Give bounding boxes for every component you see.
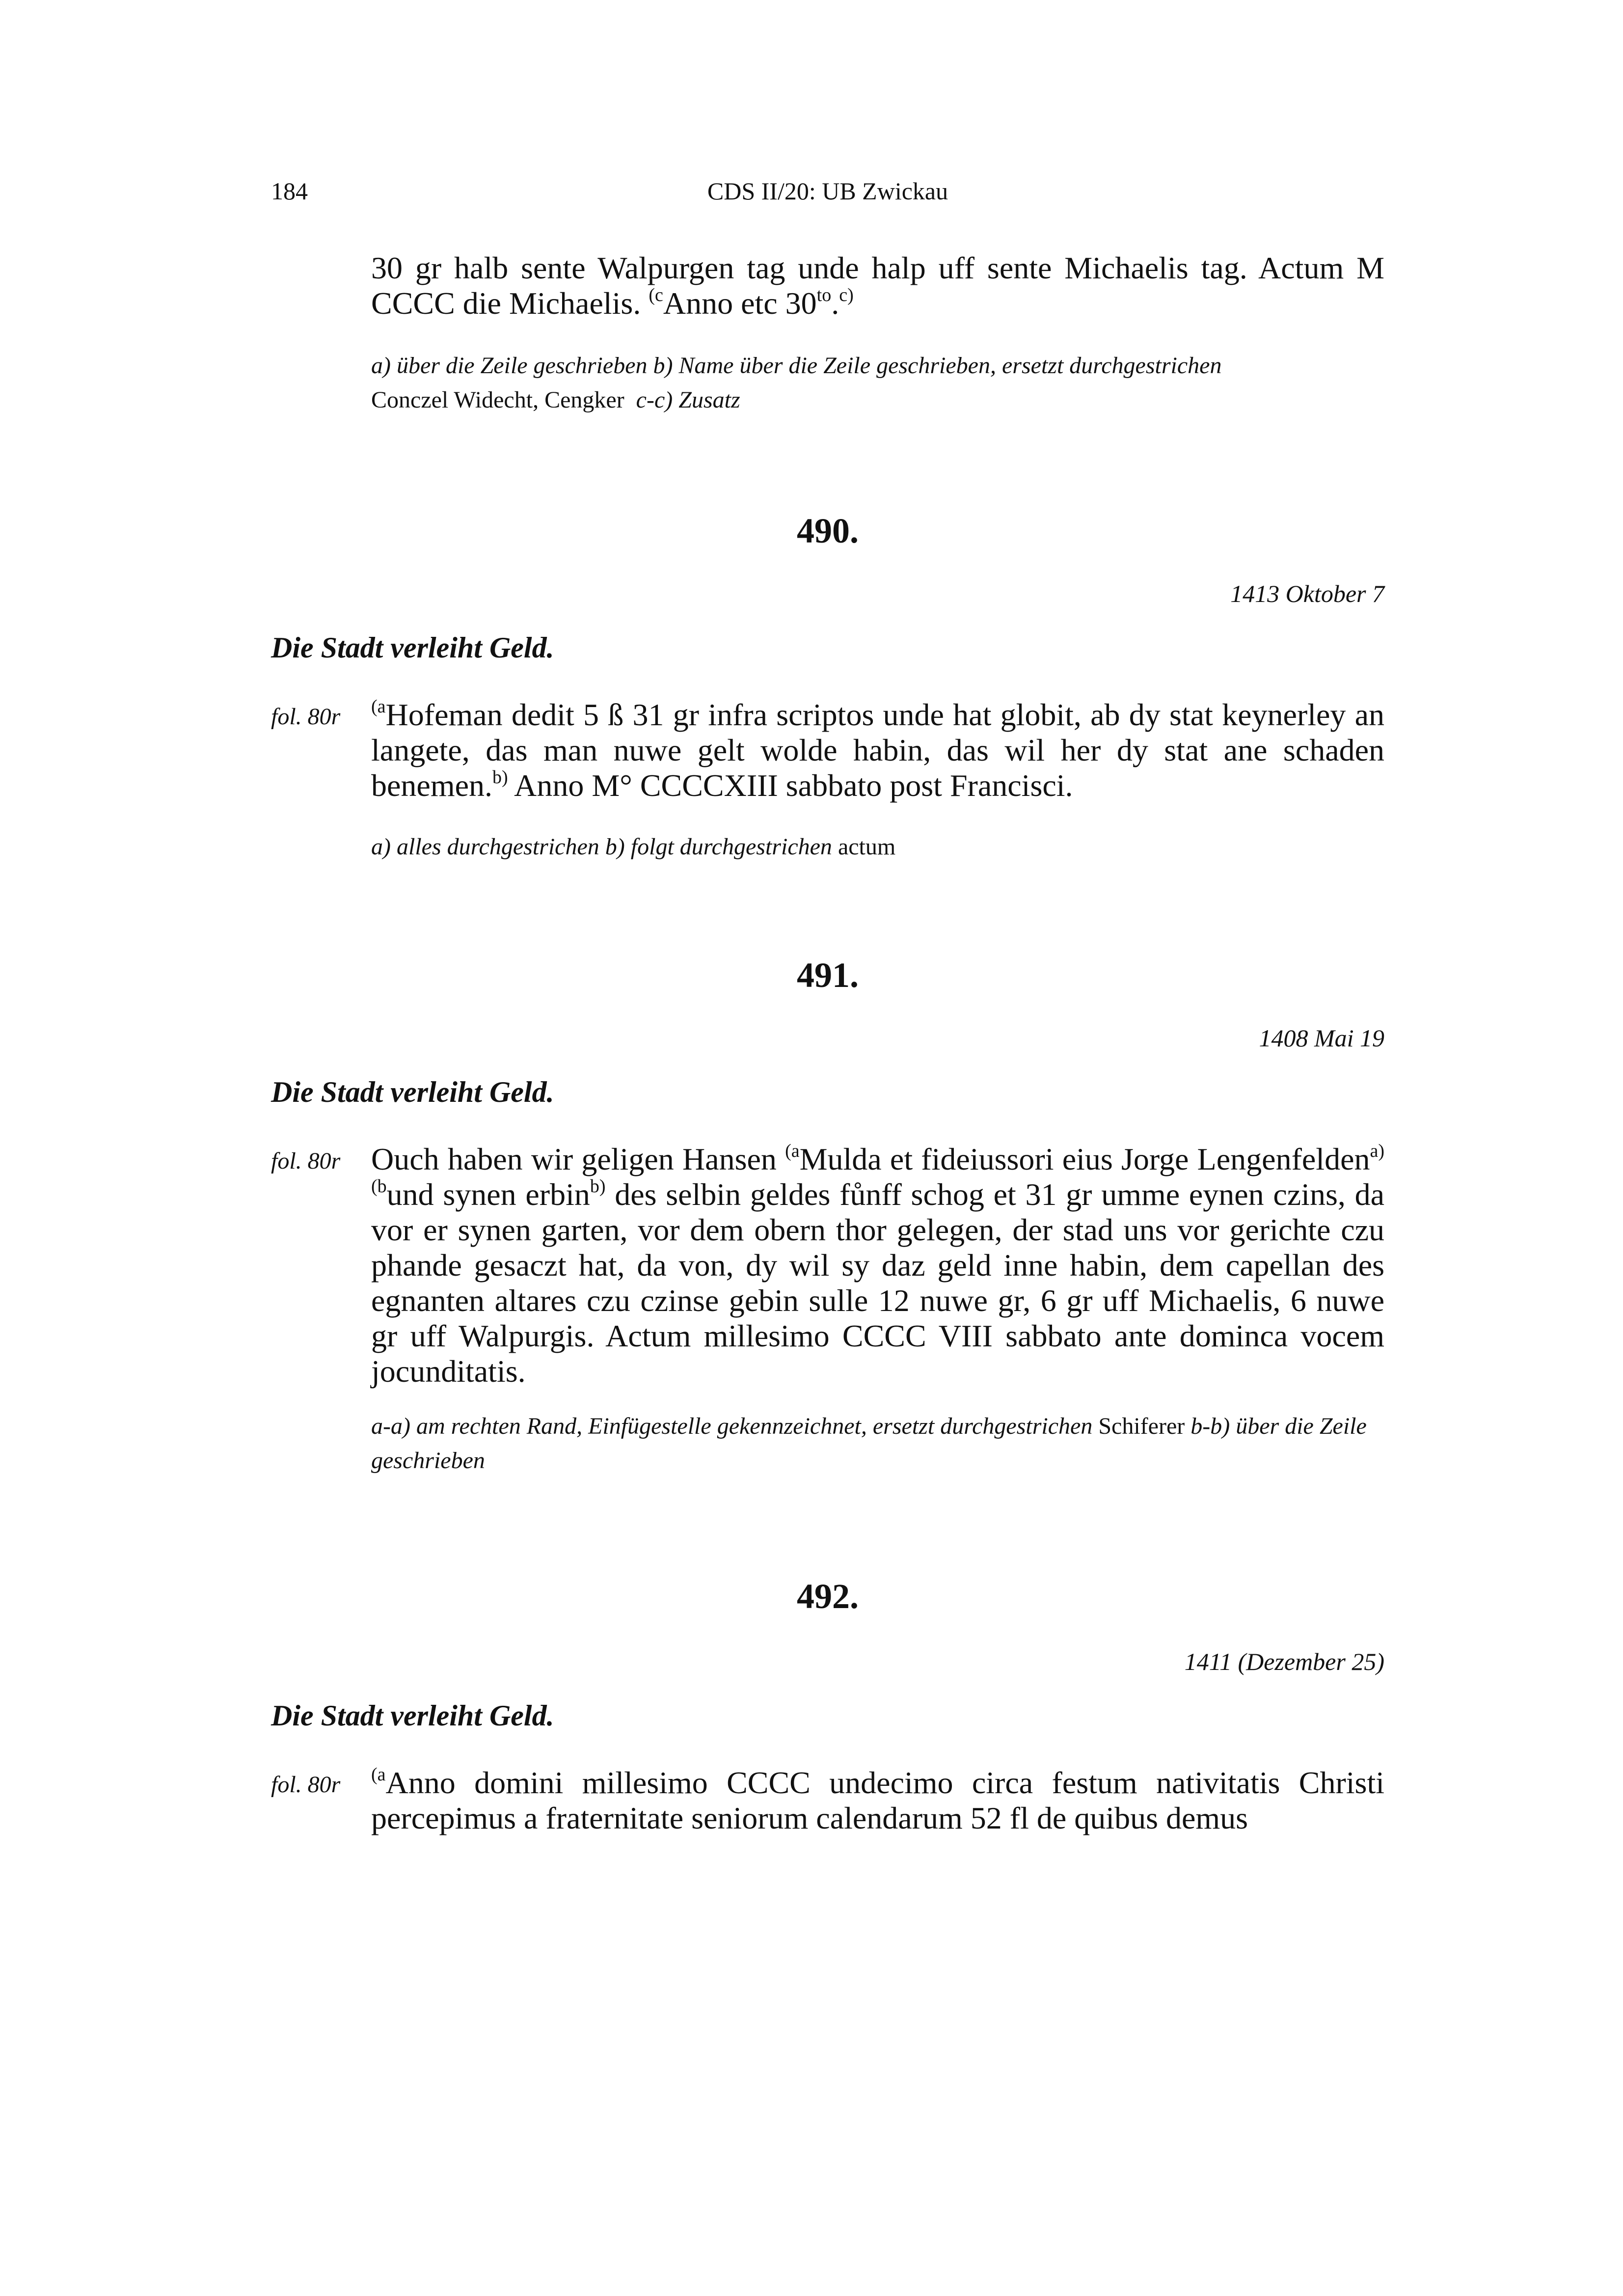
doc-490-folio: fol. 80r [271, 704, 341, 730]
doc-490-text: $^{(a}$Hofeman dedit 5 ß 31 gr infra scriptos unde hat globit, ab dy stat keynerley an langete, das man nuwe gelt wolde habin, das wil her dy stat ane schaden benemen.$^{b)}$ Anno M° CCCCXIII sabbato post Francisci. [371, 696, 1384, 803]
doc-490-regest: Die Stadt verleiht Geld. [271, 631, 554, 664]
doc-491-number: 491. [797, 956, 859, 995]
continuation-text: 30 gr halb sente Walpurgen tag unde halp uff sente Michaelis tag. Actum M CCCC die Michaelis. $^{(c}$Anno etc $30^{to}.^{c)}$ [371, 250, 1384, 321]
continuation-footnotes: a) über die Zeile geschrieben b) Name über die Zeile geschrieben, ersetzt durchgestrichen Conczel Widecht, Cengker c-c) Zusatz [371, 353, 1222, 413]
doc-491-folio: fol. 80r [271, 1148, 341, 1174]
doc-491-date: 1408 Mai 19 [1259, 1024, 1384, 1052]
running-title: CDS II/20: UB Zwickau [707, 177, 948, 205]
doc-492-number: 492. [797, 1577, 859, 1616]
page-header [271, 177, 1384, 216]
doc-492-text: $^{(a}$Anno domini millesimo CCCC undecimo circa festum nativitatis Christi percepimus a fraternitate seniorum calendarum 52 fl de quibus demus [371, 1764, 1384, 1835]
doc-491-text: Ouch haben wir geligen Hansen $^{(a}$Mulda et fideiussori eius Jorge Lengenfelden$^{a)}$ $^{(b}$und synen erbin$^{b)}$ des selbin geldes fůnff schog et 31 gr umme eynen czins, da vor er synen garten, vor dem obern thor gelegen, der stad uns vor gerichte czu phande gesaczt hat, da von, dy wil sy daz geld inne habin, dem capellan des egnanten altares czu czinse gebin sulle 12 nuwe gr, 6 gr uff Michaelis, 6 nuwe gr uff Walpurgis. Actum millesimo CCCC VIII sabbato ante dominca vocem jocunditatis. [371, 1141, 1385, 1389]
page-number: 184 [271, 177, 308, 205]
doc-490-footnotes: a) alles durchgestrichen b) folgt durchgestrichen actum [371, 834, 896, 860]
doc-492-date: 1411 (Dezember 25) [1184, 1648, 1384, 1675]
doc-491-footnotes: a-a) am rechten Rand, Einfügestelle gekennzeichnet, ersetzt durchgestrichen Schiferer b-b) über die Zeile geschrieben [371, 1413, 1367, 1474]
doc-492-regest: Die Stadt verleiht Geld. [271, 1699, 554, 1732]
doc-490-number: 490. [797, 511, 859, 550]
doc-492-folio: fol. 80r [271, 1772, 341, 1798]
doc-491-regest: Die Stadt verleiht Geld. [271, 1076, 554, 1108]
doc-490-date: 1413 Oktober 7 [1230, 580, 1384, 607]
